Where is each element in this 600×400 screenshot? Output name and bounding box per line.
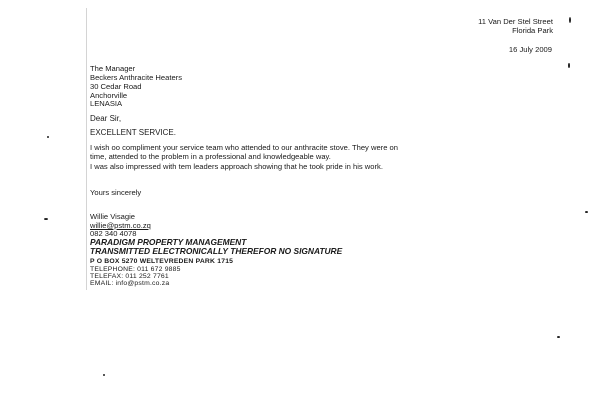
signer-name: Willie Visagie (90, 212, 136, 221)
scan-speck (568, 63, 570, 68)
subject-line: EXCELLENT SERVICE. (90, 128, 176, 137)
company-name: PARADIGM PROPERTY MANAGEMENT (90, 237, 247, 247)
recipient-line-1: The Manager (90, 64, 136, 73)
recipient-line-5: LENASIA (90, 99, 123, 108)
scan-speck (585, 211, 588, 213)
scan-speck (569, 17, 571, 23)
company-telephone: TELEPHONE: 011 672 9885 (90, 266, 181, 273)
letter-date: 16 July 2009 (508, 45, 552, 54)
transmission-notice: TRANSMITTED ELECTRONICALLY THEREFOR NO SIGNATURE (90, 246, 343, 256)
signer-email-link[interactable]: willie@pstm.co.zq (90, 221, 151, 230)
salutation: Dear Sir, (90, 114, 122, 123)
scan-speck (47, 136, 49, 138)
sender-street: 11 Van Der Stel Street (478, 17, 553, 26)
company-email: EMAIL: info@pstm.co.za (90, 280, 170, 287)
company-telefax: TELEFAX: 011 252 7761 (90, 273, 169, 280)
closing: Yours sincerely (90, 188, 142, 197)
body-paragraph-1-line-2: time, attended to the problem in a professional and knowledgeable way. (90, 152, 331, 161)
recipient-line-2: Beckers Anthracite Heaters (90, 73, 183, 82)
sender-suburb: Florida Park (512, 26, 553, 35)
scan-speck (44, 218, 48, 220)
recipient-line-3: 30 Cedar Road (90, 82, 142, 91)
scan-speck (103, 374, 105, 376)
body-paragraph-1-line-1: I wish oo compliment your service team who attended to our anthracite stove. They were on (90, 143, 398, 152)
scan-edge-line (86, 8, 87, 290)
company-po-box: P O BOX 5270 WELTEVREDEN PARK 1715 (90, 258, 234, 265)
scan-speck (557, 336, 560, 338)
body-paragraph-2: I was also impressed with tem leaders approach showing that he took pride in his work. (90, 162, 383, 171)
signer-phone: 082 340 4078 (90, 229, 137, 238)
recipient-line-4: Anchorville (90, 91, 128, 100)
